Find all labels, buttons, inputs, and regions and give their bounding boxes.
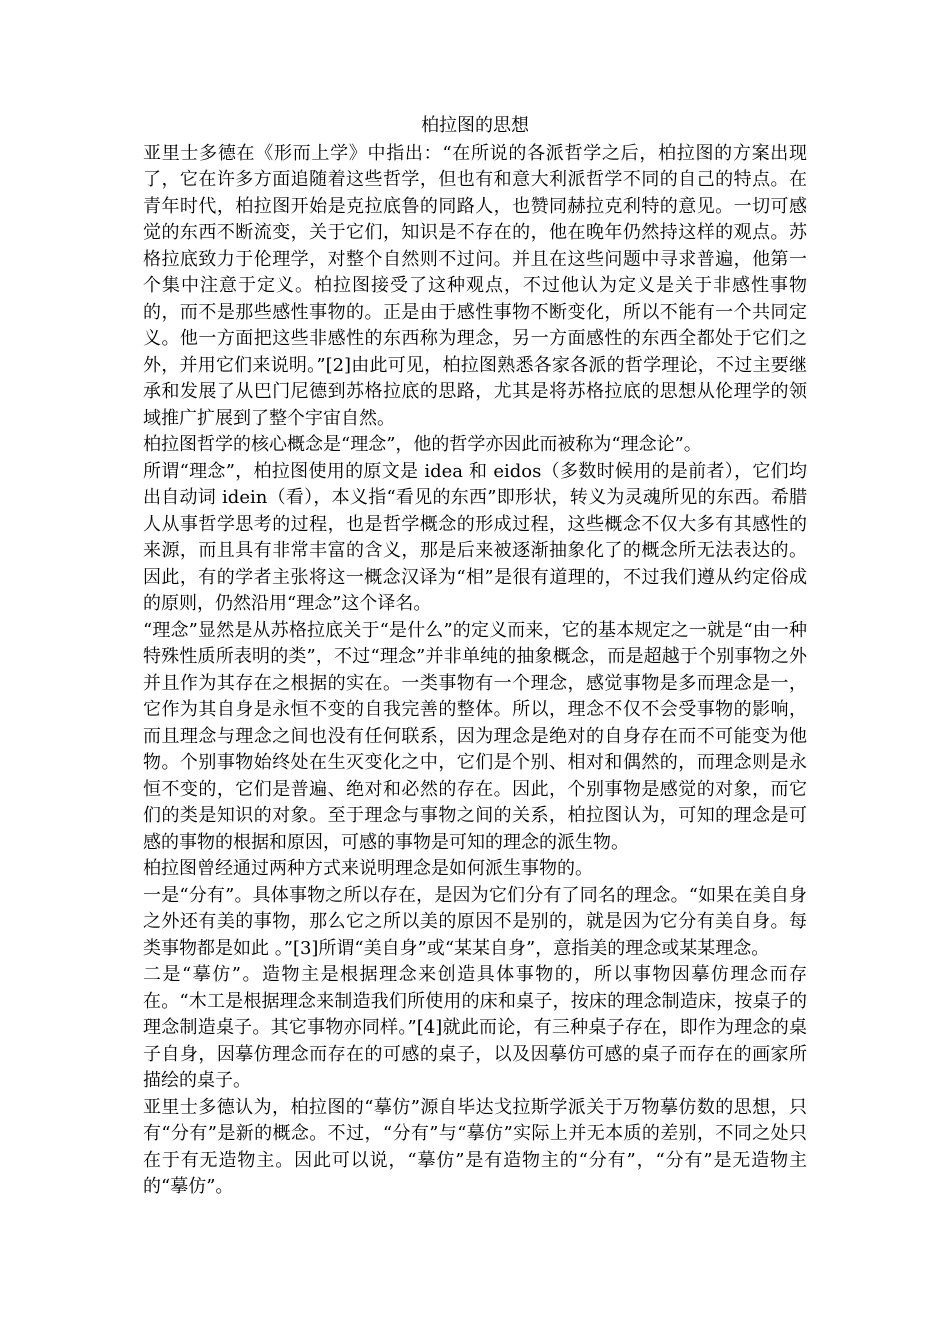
paragraph-imitation: 二是“摹仿”。造物主是根据理念来创造具体事物的，所以事物因摹仿理念而存在。“木工是根据理念来制造我们所使用的床和桌子，按床的理念制造床，按桌子的理念制造桌子。其它事物亦同样。”[4]就此而论，有三种桌子存在，即作为理念的桌子自身，因摹仿理念而存在的可感的桌子，以及因摹仿可感的桌子而存在的画家所描绘的桌子。 — [143, 964, 807, 1091]
paragraph-two-ways: 柏拉图曾经通过两种方式来说明理念是如何派生事物的。 — [143, 858, 593, 879]
paragraph-participation: 一是“分有”。具体事物之所以存在，是因为它们分有了同名的理念。“如果在美自身之外还有美的事物，那么它之所以美的原因不是别的，就是因为它分有美自身。每类事物都是如此 。”[3]所谓“美自身”或“某某自身”，意指美的理念或某某理念。 — [143, 884, 807, 959]
paragraph-idea-definition: “理念”显然是从苏格拉底关于“是什么”的定义而来，它的基本规定之一就是“由一种特殊性质所表明的类”，不过“理念”并非单纯的抽象概念，而是超越于个别事物之外并且作为其存在之根据的实在。一类事物有一个理念，感觉事物是多而理念是一，它作为其自身是永恒不变的自我完善的整体。所以，理念不仅不会受事物的影响，而且理念与理念之间也没有任何联系，因为理念是绝对的自身存在而不可能变为他物。个别事物始终处在生灭变化之中，它们是个别、相对和偶然的，而理念则是永恒不变的，它们是普遍、绝对和必然的存在。因此，个别事物是感觉的对象，而它们的类是知识的对象。至于理念与事物之间的关系，柏拉图认为，可知的理念是可感的事物的根据和原因，可感的事物是可知的理念的派生物。 — [143, 619, 807, 853]
paragraph-core-concept: 柏拉图哲学的核心概念是“理念”，他的哲学亦因此而被称为“理念论”。 — [143, 434, 702, 455]
paragraph-aristotle-quote: 亚里士多德在《形而上学》中指出：“在所说的各派哲学之后，柏拉图的方案出现了，它在许多方面追随着这些哲学，但也有和意大利派哲学不同的自己的特点。在青年时代，柏拉图开始是克拉底鲁的同路人，也赞同赫拉克利特的意见。一切可感觉的东西不断流变，关于它们，知识是不存在的，他在晚年仍然持这样的观点。苏格拉底致力于伦理学，对整个自然则不过问。并且在这些问题中寻求普遍，他第一个集中注意于定义。柏拉图接受了这种观点，不过他认为定义是关于非感性事物的，而不是那些感性事物的。正是由于感性事物不断变化，所以不能有一个共同定义。他一方面把这些非感性的东西称为理念，另一方面感性的东西全都处于它们之外，并用它们来说明。”[2]由此可见，柏拉图熟悉各家各派的哲学理论，不过主要继承和发展了从巴门尼德到苏格拉底的思路，尤其是将苏格拉底的思想从伦理学的领域推广扩展到了整个宇宙自然。 — [143, 142, 807, 429]
paragraph-idea-etymology: 所谓“理念”，柏拉图使用的原文是 idea 和 eidos（多数时候用的是前者），它们均出自动词 idein（看），本义指“看见的东西”即形状，转义为灵魂所见的东西。希腊人从事哲学思考的过程，也是哲学概念的形成过程，这些概念不仅大多有其感性的来源，而且具有非常丰富的含义，那是后来被逐渐抽象化了的概念所无法表达的。因此，有的学者主张将这一概念汉译为“相”是很有道理的，不过我们遵从约定俗成的原则，仍然沿用“理念”这个译名。 — [143, 460, 807, 614]
document-title: 柏拉图的思想 — [421, 115, 529, 136]
document-page — [143, 113, 807, 1201]
paragraph-aristotle-view: 亚里士多德认为，柏拉图的“摹仿”源自毕达戈拉斯学派关于万物摹仿数的思想，只有“分有”是新的概念。不过，“分有”与“摹仿”实际上并无本质的差别，不同之处只在于有无造物主。因此可以说，“摹仿”是有造物主的“分有”，“分有”是无造物主的“摹仿”。 — [143, 1096, 807, 1197]
